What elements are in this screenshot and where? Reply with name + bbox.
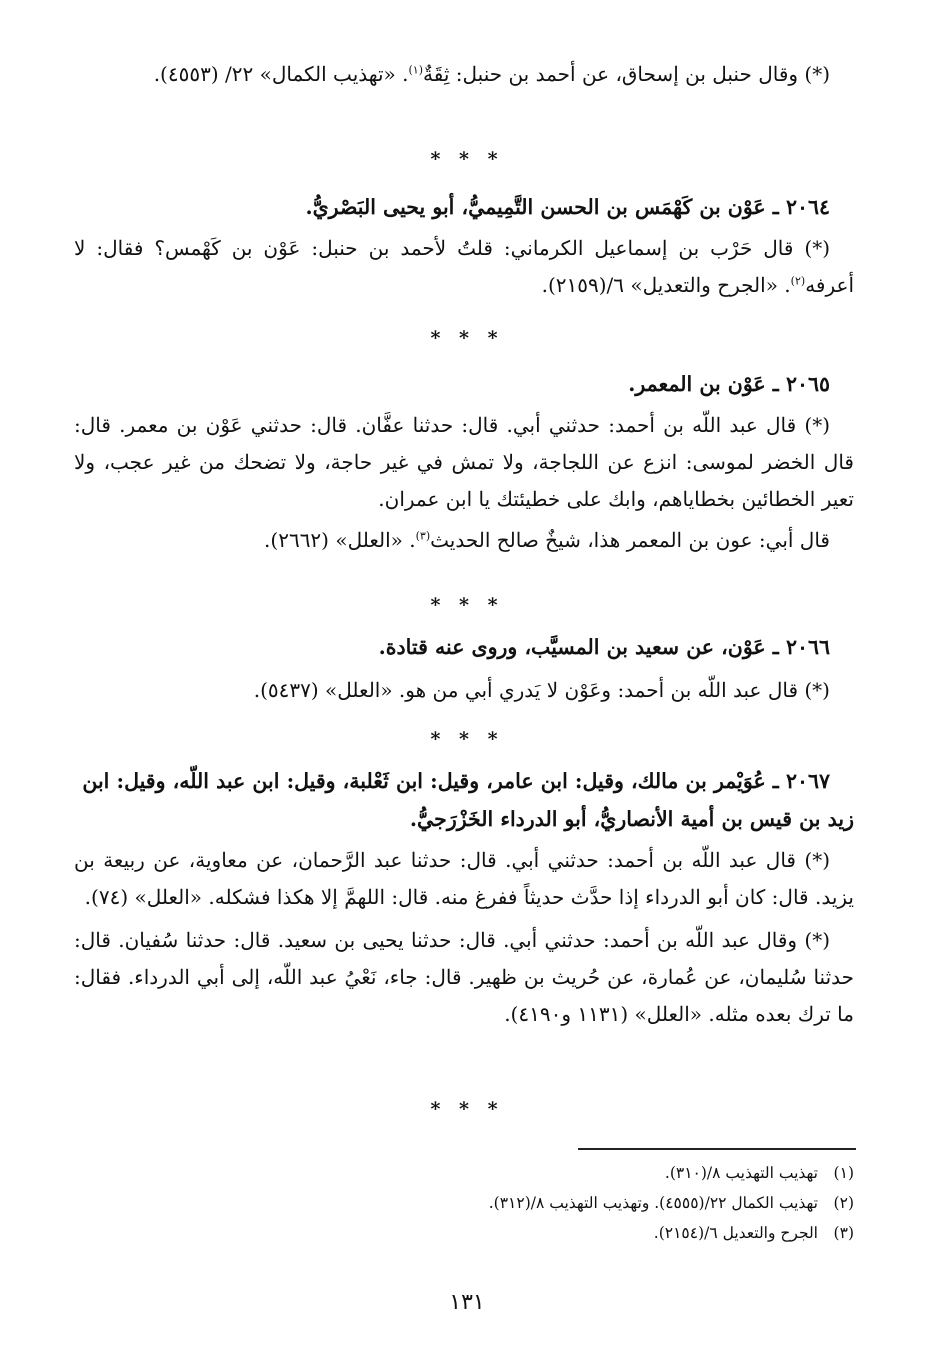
entry-title: ٢٠٦٦ ـ عَوْن، عن سعيد بن المسيَّب، وروى عنه قتادة. (378, 635, 830, 659)
paragraph-text: . «تهذيب الكمال» ٢٢/ (٤٥٥٣). (153, 62, 409, 86)
separator: * * * (430, 594, 504, 616)
separator: * * * (430, 148, 504, 170)
footnote-ref: (٣) (415, 529, 431, 543)
entry-text: (*) قال عبد اللّه بن أحمد: حدثني أبي. قال: حدثنا عفَّان. قال: حدثني عَوْن بن معمر. قال: قال الخضر لموسى: انزع عن اللجاجة، ولا تمش في غير حاجة، ولا تضحك من غير عجب، ولا تعير الخطائين بخطاياهم، وابك على خطيئتك يا ابن عمران. (74, 413, 854, 511)
opening-paragraph (74, 56, 854, 93)
footnote-2: (٢)تهذيب الكمال ٢٢/(٤٥٥٥). وتهذيب التهذيب ٨/(٣١٢). (488, 1194, 854, 1212)
entry-title: ٢٠٦٧ ـ عُوَيْمر بن مالك، وقيل: ابن عامر، وقيل: ابن ثَعْلبة، وقيل: ابن عبد اللّه، وقيل: ابن زيد بن قيس بن أمية الأنصاريُّ، أبو الدرداء الخَزْرَجيُّ. (82, 769, 854, 831)
separator: * * * (430, 728, 504, 750)
entry-text: . «الجرح والتعديل» ٦/(٢١٥٩). (541, 273, 791, 297)
entry-title: ٢٠٦٤ ـ عَوْن بن كَهْمَس بن الحسن التَّمِيميُّ، أبو يحيى البَصْريُّ. (305, 195, 830, 219)
entry-text: . «العلل» (٢٦٦٢). (264, 528, 416, 552)
footnote-1: (١)تهذيب التهذيب ٨/(٣١٠). (664, 1164, 854, 1182)
entry-title: ٢٠٦٥ ـ عَوْن بن المعمر. (628, 372, 830, 396)
paragraph-text: (*) وقال حنبل بن إسحاق، عن أحمد بن حنبل: ثِقَةٌ (423, 62, 830, 86)
entry-text: قال أبي: عون بن المعمر هذا، شيخٌ صالح الحديث (430, 528, 830, 552)
separator: * * * (430, 1098, 504, 1120)
entry-2065 (74, 365, 854, 559)
entry-2064 (74, 188, 854, 304)
entry-text: (*) وقال عبد اللّه بن أحمد: حدثني أبي. قال: حدثنا يحيى بن سعيد. قال: حدثنا سُفيان. قال: حدثنا سُليمان، عن عُمارة، عن حُريث بن ظهير. قال: جاء، نَعْيُ عبد اللّه، إلى أبي الدرداء. فقال: ما ترك بعده مثله. «العلل» (١١٣١ و٤١٩٠). (74, 928, 854, 1026)
entry-text: (*) قال عبد اللّه بن أحمد: وعَوْن لا يَدري أبي من هو. «العلل» (٥٤٣٧). (253, 678, 830, 702)
footnote-3: (٣)الجرح والتعديل ٦/(٢١٥٤). (653, 1224, 854, 1242)
footnote-ref: (٢) (790, 274, 806, 288)
footnote-ref: (١) (408, 63, 424, 77)
entry-2067 (74, 762, 854, 1033)
entry-2066 (74, 628, 854, 709)
entry-text: (*) قال عبد اللّه بن أحمد: حدثني أبي. قال: حدثنا عبد الرَّحمان، عن معاوية، عن ربيعة بن يزيد. قال: كان أبو الدرداء إذا حدَّث حديثاً ففرغ منه. قال: اللهمَّ إلا هكذا فشكله. «العلل» (٧٤). (74, 848, 854, 909)
entry-text: (*) قال حَرْب بن إسماعيل الكرماني: قلتُ لأحمد بن حنبل: عَوْن بن كَهْمس؟ فقال: لا أعرفه (74, 236, 854, 297)
separator: * * * (430, 327, 504, 349)
page-number: ١٣١ (449, 1290, 485, 1315)
footnote-rule (578, 1148, 856, 1150)
footnotes (74, 1158, 854, 1248)
